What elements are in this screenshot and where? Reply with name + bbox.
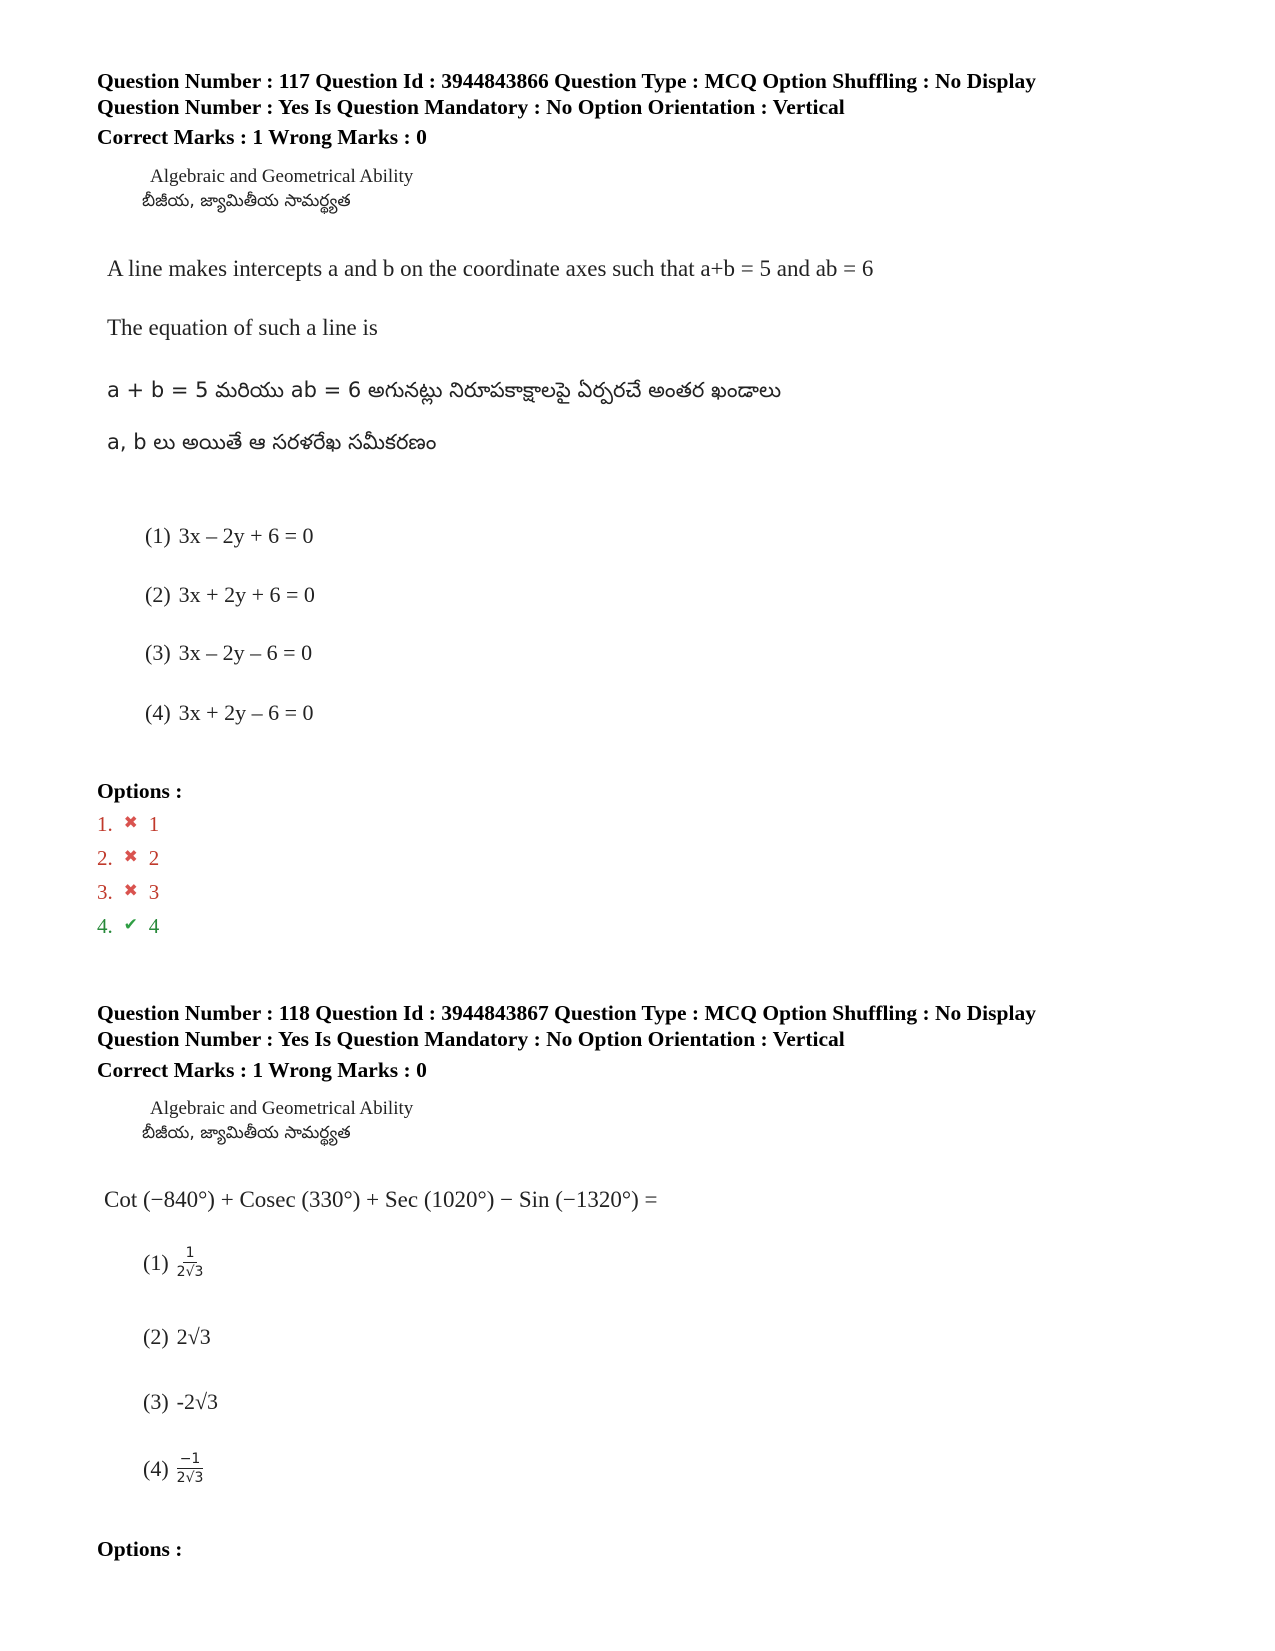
choice-number: (2) — [145, 582, 171, 607]
q118-header-line1: Question Number : 118 Question Id : 3944843867 Question Type : MCQ Option Shuffling : No Display — [97, 1001, 1036, 1025]
answer-index: 1. — [97, 812, 113, 836]
cross-icon: ✖ — [123, 880, 138, 901]
q117-subject-te: బీజీయ, జ్యామితీయ సామర్థ్యత — [142, 191, 351, 211]
choice-number: (1) — [145, 523, 171, 548]
cross-icon: ✖ — [123, 846, 138, 867]
q118-options-label: Options : — [97, 1537, 183, 1561]
q117-choice-4 — [145, 700, 313, 726]
q117-choice-1 — [145, 523, 313, 549]
choice-expression: -2√3 — [176, 1389, 219, 1414]
q118-subject-te: బీజీయ, జ్యామితీయ సామర్థ్యత — [142, 1123, 351, 1143]
q118-subject-en: Algebraic and Geometrical Ability — [150, 1098, 414, 1119]
q118-choice-4 — [143, 1451, 203, 1486]
q117-options-label: Options : — [97, 779, 183, 803]
fraction-numerator: 1 — [183, 1245, 198, 1263]
q117-answer-2 — [97, 846, 159, 871]
choice-number: (4) — [145, 700, 171, 725]
choice-number: (2) — [143, 1324, 169, 1349]
q117-text-line1: A line makes intercepts a and b on the coordinate axes such that a+b = 5 and ab = 6 — [107, 256, 874, 281]
answer-value: 3 — [148, 880, 160, 904]
q117-answer-4 — [97, 914, 159, 939]
q118-marks: Correct Marks : 1 Wrong Marks : 0 — [97, 1058, 427, 1082]
fraction-denominator: 2√3 — [176, 1264, 204, 1280]
choice-number: (3) — [145, 640, 171, 665]
answer-value: 2 — [148, 846, 160, 870]
q117-header-line1: Question Number : 117 Question Id : 3944843866 Question Type : MCQ Option Shuffling : No Display — [97, 69, 1036, 93]
check-icon: ✔ — [123, 914, 138, 935]
answer-value: 4 — [148, 914, 160, 938]
q117-answer-3 — [97, 880, 159, 905]
fraction — [177, 1451, 204, 1486]
choice-number: (3) — [143, 1389, 169, 1414]
answer-index: 3. — [97, 880, 113, 904]
choice-number: (4) — [143, 1455, 169, 1481]
choice-expression: 3x + 2y – 6 = 0 — [178, 700, 314, 725]
q118-text-line1: Cot (−840°) + Cosec (330°) + Sec (1020°) − Sin (−1320°) = — [104, 1187, 658, 1212]
choice-expression: 3x + 2y + 6 = 0 — [178, 582, 315, 607]
q118-header-line2: Question Number : Yes Is Question Mandatory : No Option Orientation : Vertical — [97, 1027, 845, 1051]
q117-text-line2: The equation of such a line is — [107, 315, 378, 340]
answer-index: 4. — [97, 914, 113, 938]
q117-header-line2: Question Number : Yes Is Question Mandatory : No Option Orientation : Vertical — [97, 95, 845, 119]
q117-marks: Correct Marks : 1 Wrong Marks : 0 — [97, 125, 427, 149]
q117-subject-en: Algebraic and Geometrical Ability — [150, 166, 414, 187]
choice-number: (1) — [143, 1249, 169, 1275]
answer-value: 1 — [148, 812, 160, 836]
choice-expression: 3x – 2y + 6 = 0 — [178, 523, 314, 548]
q118-choice-1 — [143, 1245, 203, 1280]
q117-telugu-line1: a + b = 5 మరియు ab = 6 అగునట్లు నిరూపకాక్షాలపై ఏర్పరచే అంతర ఖండాలు — [107, 378, 782, 402]
q117-telugu-line2: a, b లు అయితే ఆ సరళరేఖ సమీకరణం — [107, 430, 437, 454]
choice-expression: 3x – 2y – 6 = 0 — [178, 640, 313, 665]
fraction-denominator: 2√3 — [176, 1470, 204, 1486]
q118-choice-2 — [143, 1324, 211, 1350]
q117-choice-3 — [145, 640, 312, 666]
q117-answer-1 — [97, 812, 159, 837]
choice-expression: 2√3 — [176, 1324, 211, 1349]
q117-choice-2 — [145, 582, 315, 608]
fraction — [177, 1245, 204, 1280]
answer-index: 2. — [97, 846, 113, 870]
fraction-numerator: −1 — [177, 1451, 204, 1469]
q118-choice-3 — [143, 1389, 218, 1415]
cross-icon: ✖ — [123, 812, 138, 833]
